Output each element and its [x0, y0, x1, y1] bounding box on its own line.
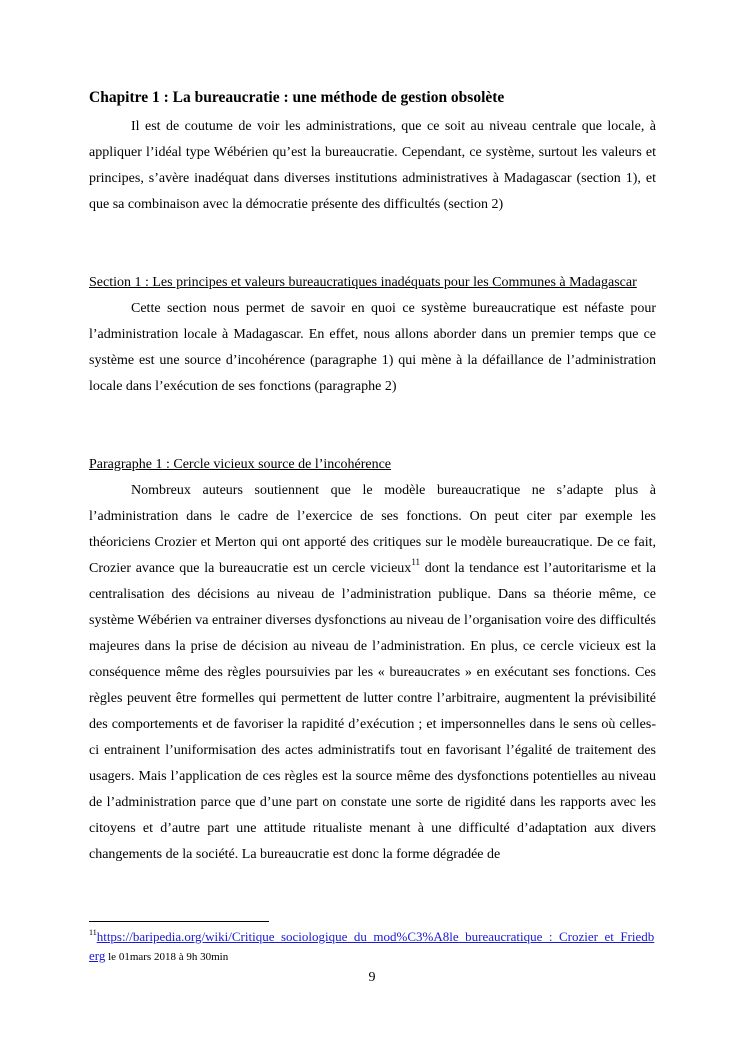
footnote-number: 11	[89, 927, 97, 937]
paragraphe-1-body	[89, 478, 656, 868]
chapter-title: Chapitre 1 : La bureaucratie : une méthode de gestion obsolète	[89, 89, 505, 106]
intro-paragraph: Il est de coutume de voir les administrations, que ce soit au niveau centrale que locale, à appliquer l’idéal type Wébérien qu’est la bureaucratie. Cependant, ce système, surtout les valeurs et principes, s’avère inadéquat dans diverses institutions administratives à Madagascar (section 1), et que sa combinaison avec la démocratie présente des difficultés (section 2)	[89, 119, 656, 212]
footnote	[89, 927, 656, 967]
paragraphe-1-heading-text: Paragraphe 1 : Cercle vicieux source de l’incohérence	[89, 457, 392, 472]
paragraphe-1-heading	[89, 452, 656, 478]
footnote-reference[interactable]: 11	[411, 557, 420, 568]
paragraphe-1-text-start: Nombreux auteurs soutiennent que le modèle bureaucratique ne s’adapte plus à l’administration dans le cadre de l’exercice de ses fonctions. On peut citer par exemple les théoriciens Crozier et Merton qui ont apporté des critiques sur le modèle bureaucratique. De ce fait, Crozier avance que la bureaucratie est un cercle vicieux	[89, 483, 656, 576]
section-1-heading: Section 1 : Les principes et valeurs bureaucratiques inadéquats pour les Communes à Madagascar	[89, 275, 637, 290]
footnote-separator	[89, 921, 269, 922]
footnote-date: le 01mars 2018 à 9h 30min	[105, 951, 229, 963]
paragraphe-1-text-end: dont la tendance est l’autoritarisme et la centralisation des décisions au niveau de l’administration publique. Dans sa théorie même, ce système Wébérien va entrainer diverses dysfonctions au niveau de l’organisation voire des difficultés majeures dans la prise de décision au niveau de l’administration. En plus, ce cercle vicieux est la conséquence même des règles poursuivies par les « bureaucrates » en exécutant ses fonctions. Ces règles peuvent être formelles qui permettent de lutter contre l’arbitraire, augmentent la prévisibilité des comportements et de favoriser la rapidité d’exécution ; et impersonnelles dans le sens où celles-ci entrainent l’uniformisation des actes administratifs tout en favorisant l’égalité de traitement des usagers. Mais l’application de ces règles est la source même des dysfonctions potentielles au niveau de l’administration parce que d’une part on constate une sorte de rigidité dans les rapports avec les citoyens et d’autre part une attitude ritualiste menant à une difficulté d’adaptation aux divers changements de la société. La bureaucratie est donc la forme dégradée de	[89, 561, 656, 862]
page-number: 9	[368, 970, 376, 985]
section-1-paragraph: Cette section nous permet de savoir en quoi ce système bureaucratique est néfaste pour l’administration locale à Madagascar. En effet, nous allons aborder dans un premier temps que ce système est une source d’incohérence (paragraphe 1) qui mène à la défaillance de l’administration locale dans l’exécution de ses fonctions (paragraphe 2)	[89, 301, 656, 394]
footnote-link[interactable]: https://baripedia.org/wiki/Critique_sociologique_du_mod%C3%A8le_bureaucratique_:_Crozier_et_Friedberg	[89, 929, 655, 963]
page-body	[89, 86, 656, 868]
